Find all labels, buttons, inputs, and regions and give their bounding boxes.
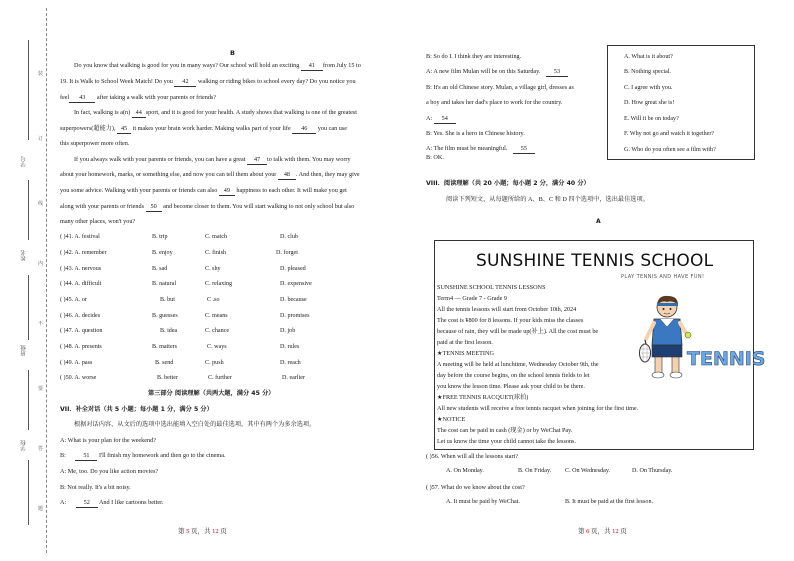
option-b[interactable]: B. trip: [152, 234, 168, 240]
ad-line: All the tennis lessons will start from October 10th, 2024: [437, 306, 577, 313]
ad-line: All new students will receive a free tennis racquet when joining for the first time.: [437, 405, 639, 412]
question-number[interactable]: ( )44. A. difficult: [60, 281, 102, 287]
tennis-logo-word: TENNIS: [687, 348, 766, 370]
question-number[interactable]: ( )42. A. remember: [60, 250, 107, 256]
passage-line: many other places, won't you?: [60, 218, 136, 225]
question-number[interactable]: ( )43. A. nervous: [60, 266, 102, 272]
binding-word: 答: [38, 447, 44, 452]
blank-44: 44: [132, 109, 146, 118]
binding-word: 不: [38, 322, 44, 327]
page-footer-right: 第 6 页，共 12 页: [578, 528, 627, 535]
blank-41: 41: [301, 62, 323, 71]
blank-50: 50: [146, 203, 162, 212]
dialog-option[interactable]: D. How great she is!: [624, 100, 675, 106]
option-c[interactable]: C. further: [208, 375, 232, 381]
option-c[interactable]: C. relaxing: [205, 281, 233, 287]
blank-45: 45: [117, 125, 131, 134]
section8-instruction: 阅读下列短文，从每题所给的 A、B、C 和 D 四个选项中，选出最佳选项。: [446, 196, 649, 203]
option-d[interactable]: D. On Thursday.: [632, 468, 673, 474]
label-school: 学校: [21, 440, 27, 451]
passage-line: along with your parents or friends 50 and become closer to them. You will start walking to not only school but also: [60, 203, 355, 210]
binding-margin: [0, 0, 56, 561]
option-b[interactable]: B. On Friday.: [518, 468, 552, 474]
question-number[interactable]: ( )49. A. pass: [60, 360, 93, 366]
option-b[interactable]: B. but: [160, 297, 175, 303]
ad-line: because of rain, they will be made up(补上). All the cost must be: [437, 328, 599, 335]
option-d[interactable]: D. because: [280, 297, 307, 303]
option-b[interactable]: B. sad: [152, 266, 168, 272]
option-d[interactable]: D. pleased: [280, 266, 306, 272]
binding-word: 装: [38, 72, 44, 77]
ad-line: day before the course begins, on the school tennis fields to let: [437, 372, 590, 379]
dialog-line: B: Not really. It's a bit noisy.: [60, 484, 131, 491]
blank-53: 53: [546, 68, 568, 77]
blank-line: [28, 460, 29, 525]
question-number[interactable]: ( )46. A. decides: [60, 313, 101, 319]
passage-line: Do you know that walking is good for you in many ways? Our school will hold an exciting 41 from July 15 to: [74, 62, 361, 69]
dialog-line: B: Yes. She is a hero in Chinese history.: [426, 130, 525, 137]
blank-line: [28, 40, 29, 140]
label-class: 班级: [21, 345, 27, 356]
option-d[interactable]: D. reach: [280, 360, 301, 366]
question-57[interactable]: ( )57. What do we know about the cost?: [426, 484, 525, 491]
blank-54: 54: [434, 115, 456, 124]
ad-line: paid at the first lesson.: [437, 339, 493, 346]
passage-line: superpowers(超能力), 45 it makes your brain work harder. Making walks part of your life 46 you can use: [60, 125, 348, 132]
passage-line: about your homework, marks, or something else, and now you can tell them about your 48 . And then, they may give: [60, 171, 360, 178]
option-c[interactable]: C. On Wednesday.: [565, 468, 611, 474]
option-c[interactable]: C. match: [205, 234, 228, 240]
dialog-line: A: A new film Mulan will be on this Saturday. 53: [426, 68, 568, 77]
dialog-option[interactable]: F. Why not go and watch it together?: [624, 131, 715, 137]
blank-46: 46: [292, 125, 316, 134]
ad-line: ★NOTICE: [437, 416, 466, 423]
section8-heading: VIII．阅读理解（共 20 小题；每小题 2 分，满分 40 分）: [426, 180, 590, 187]
option-b[interactable]: B. idea: [160, 328, 178, 334]
dialog-line: B: It's an old Chinese story. Mulan, a village girl, dresses as: [426, 84, 574, 91]
section-b-heading: B: [230, 49, 235, 57]
section-a-heading: A: [596, 218, 601, 225]
passage-line: you some advice. Walking with your parents or friends can also 49 happiness to each other. It will make you get: [60, 187, 347, 194]
option-b[interactable]: B. better: [157, 375, 178, 381]
label-name: 姓名: [21, 250, 27, 261]
passage-line: 19. It is Walk to School Week Match! Do you 42 walking or riding bikes to school every day? Do you notice you: [60, 78, 356, 85]
ad-line: ★TENNIS MEETING: [437, 350, 494, 357]
label-student-id: 学号: [21, 156, 27, 167]
binding-word: 题: [38, 507, 44, 512]
blank-line: [28, 370, 29, 430]
blank-47: 47: [247, 156, 267, 165]
passage-line: feel 43 after taking a walk with your parents or friends?: [60, 94, 217, 101]
option-c[interactable]: C. ways: [207, 344, 227, 350]
option-c[interactable]: C .so: [207, 297, 220, 303]
ad-line: Let us know the time your child cannot take the lessons.: [437, 438, 577, 445]
option-d[interactable]: D. promises: [280, 313, 310, 319]
page-footer-left: 第 5 页，共 12 页: [178, 528, 227, 535]
dialog-line: B: So do I. I think they are interesting.: [426, 53, 522, 60]
dialog-line: B: 51 I'll finish my homework and then go to the cinema.: [60, 452, 226, 459]
question-number[interactable]: ( )50. A. worse: [60, 375, 97, 381]
option-d[interactable]: D. expensive: [280, 281, 312, 287]
ad-line: SUNSHINE SCHOOL TENNIS LESSONS: [437, 284, 546, 291]
passage-line: If you always walk with your parents or friends, you can have a great 47 to talk with them. You may worry: [74, 156, 351, 163]
question-number[interactable]: ( )47. A. question: [60, 328, 103, 334]
ad-line: The cost can be paid in cash (现金) or by WeChat Pay.: [437, 427, 573, 434]
binding-word: 订: [38, 137, 44, 142]
option-a[interactable]: A. On Monday.: [446, 468, 484, 474]
passage-line: In fact, walking is a(n) 44 sport, and it is good for your health. A study shows that walking is one of the greatest: [74, 109, 357, 116]
blank-42: 42: [174, 78, 196, 87]
ad-line: The cost is ¥800 for 8 lessons. If your kids miss the classes: [437, 317, 584, 324]
option-c[interactable]: C. shy: [205, 266, 221, 272]
option-b[interactable]: B. matters: [152, 344, 178, 350]
option-d[interactable]: D. job: [280, 328, 296, 334]
blank-line: [28, 180, 29, 240]
option-b[interactable]: B. enjoy: [152, 250, 173, 256]
option-b[interactable]: B. natural: [152, 281, 177, 287]
blank-55: 55: [513, 145, 535, 154]
option-d[interactable]: D. earlier: [282, 375, 306, 381]
ad-line: A meeting will be held at lunchtime, Wednesday October 9th, the: [437, 361, 599, 368]
question-number[interactable]: ( )41. A. festival: [60, 234, 100, 240]
binding-dashed-line: [46, 8, 47, 553]
dialog-line: A: The film must be meaningful. 55: [426, 145, 535, 154]
blank-49: 49: [219, 187, 235, 196]
dialog-option[interactable]: B. Nothing special.: [624, 69, 672, 75]
option-d[interactable]: D. rules: [280, 344, 300, 350]
section7-heading: VII．补全对话（共 5 小题；每小题 1 分，满分 5 分）: [60, 406, 213, 413]
section7-instruction: 根据对话内容，从文后的选项中选出能填入空白处的最佳选项，其中有两个为多余选项。: [74, 421, 316, 428]
option-c[interactable]: C. means: [205, 313, 228, 319]
option-b[interactable]: B. It must be paid at the first lesson.: [565, 499, 654, 505]
option-c[interactable]: C. finish: [205, 250, 226, 256]
dialog-option[interactable]: A. What is it about?: [624, 54, 673, 60]
tennis-player-illustration: [640, 293, 766, 379]
option-c[interactable]: C. chance: [205, 328, 230, 334]
option-d[interactable]: D. forget: [276, 250, 298, 256]
dialog-line: A: Me, too. Do you like action movies?: [60, 468, 159, 475]
ad-subtitle: PLAY TENNIS AND HAVE FUN!: [621, 274, 705, 280]
options-box: [607, 45, 755, 160]
option-a[interactable]: A. It must be paid by WeChat.: [446, 499, 520, 505]
question-number[interactable]: ( )45. A. or: [60, 297, 87, 303]
blank-51: 51: [75, 452, 97, 461]
tennis-ad: [434, 240, 766, 450]
dialog-option[interactable]: G. Who do you often see a film with?: [624, 147, 716, 153]
blank-line: [28, 275, 29, 340]
binding-word: 内: [38, 262, 44, 267]
option-b[interactable]: B. guesses: [152, 313, 178, 319]
ad-line: ★FREE TENNIS RACQUET(球拍): [437, 394, 529, 401]
binding-word: 线: [38, 202, 44, 207]
dialog-line: A: 54: [426, 115, 456, 124]
option-c[interactable]: C. push: [205, 360, 224, 366]
blank-48: 48: [278, 171, 296, 180]
dialog-line: a boy and takes her dad's place to work for the country.: [426, 99, 563, 106]
dialog-line: A: 52 And I like cartoons better.: [60, 499, 164, 506]
question-56[interactable]: ( )56. When will all the lessons start?: [426, 453, 518, 460]
dialog-option[interactable]: E. Will it be on today?: [624, 116, 679, 122]
dialog-option[interactable]: C. I agree with you.: [624, 85, 673, 91]
option-d[interactable]: D. club: [280, 234, 298, 240]
dialog-line: A: What is your plan for the weekend?: [60, 437, 156, 444]
question-number[interactable]: ( )48. A. presents: [60, 344, 102, 350]
part3-heading: 第三部分 阅读理解（共两大题，满分 45 分）: [148, 390, 275, 397]
binding-word: 要: [38, 387, 44, 392]
option-b[interactable]: B. send: [155, 360, 174, 366]
ad-line: Term4 — Grade 7 - Grade 9: [437, 295, 508, 302]
ad-title: SUNSHINE TENNIS SCHOOL: [476, 251, 714, 271]
blank-43: 43: [69, 94, 95, 103]
ad-line: you know the lesson time. Please ask your child to be there.: [437, 383, 585, 390]
dialog-line: B: OK.: [426, 154, 444, 161]
passage-line: this superpower more often.: [60, 140, 130, 147]
blank-52: 52: [76, 499, 98, 508]
